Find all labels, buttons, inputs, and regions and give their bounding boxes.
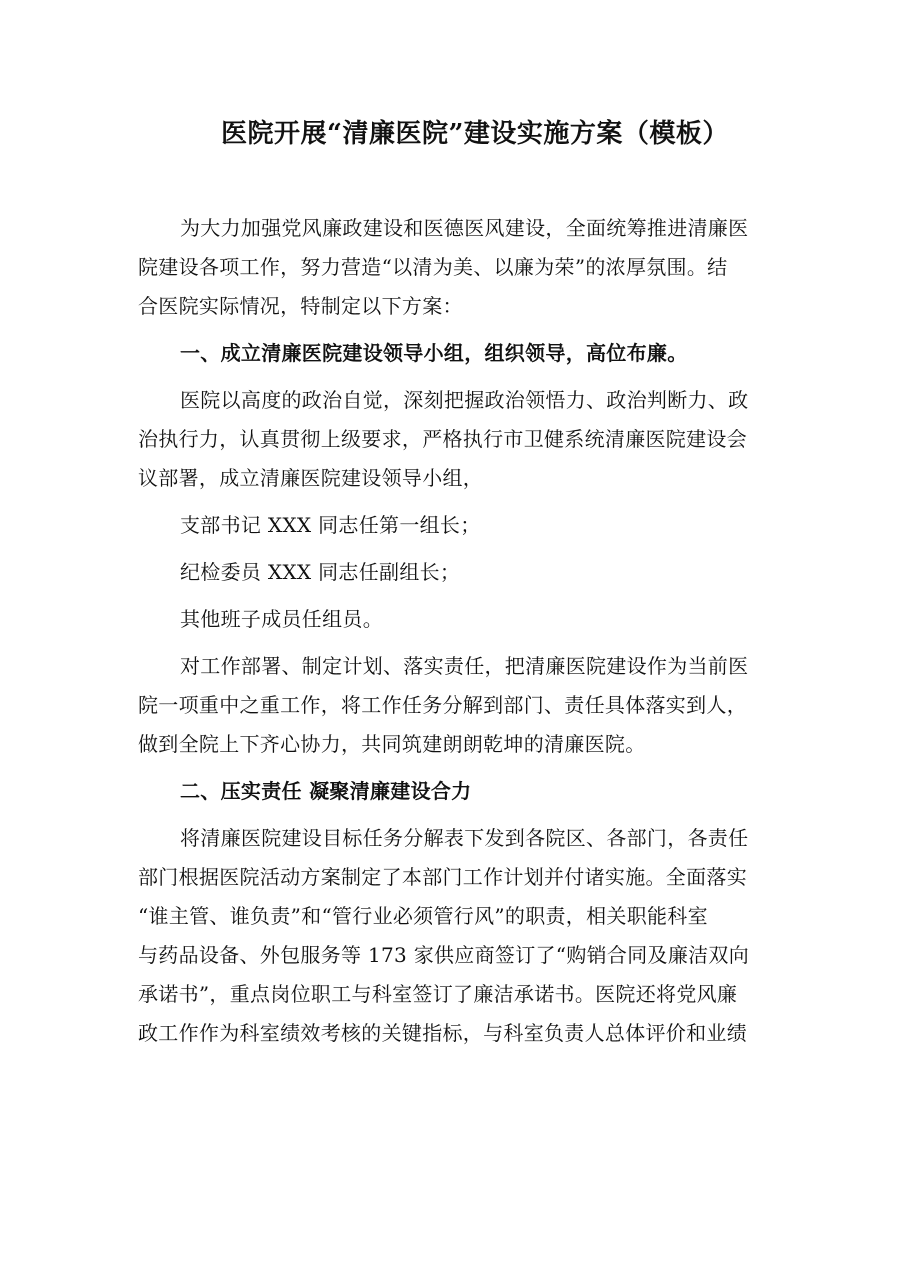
member-line-3: 其他班子成员任组员。 xyxy=(180,607,383,631)
paragraph-responsibility xyxy=(138,647,788,764)
text-line: 做到全院上下齐心协力，共同筑建朗朗乾坤的清廉医院。 xyxy=(138,732,646,756)
text-line: 合医院实际情况，特制定以下方案： xyxy=(138,294,463,318)
text-line: 医院以高度的政治自觉，深刻把握政治领悟力、政治判断力、政 xyxy=(180,388,749,412)
text-line: 承诺书”，重点岗位职工与科室签订了廉洁承诺书。医院还将党风廉 xyxy=(138,982,738,1006)
text-line: 政工作作为科室绩效考核的关键指标，与科室负责人总体评价和业绩 xyxy=(138,1021,747,1045)
text-line: 为大力加强党风廉政建设和医德医风建设，全面统筹推进清廉医 xyxy=(180,216,749,240)
text-line: 将清廉医院建设目标任务分解表下发到各院区、各部门，各责任 xyxy=(180,826,749,850)
section-heading-1: 一、成立清廉医院建设领导小组，组织领导，高位布廉。 xyxy=(180,341,688,365)
text-line: 院一项重中之重工作，将工作任务分解到部门、责任具体落实到人， xyxy=(138,693,747,717)
document-title: 医院开展“清廉医院”建设实施方案（模板） xyxy=(221,119,729,149)
section-heading-2: 二、压实责任 凝聚清廉建设合力 xyxy=(180,779,472,803)
paragraph-intro xyxy=(138,209,788,326)
text-line: 对工作部署、制定计划、落实责任，把清廉医院建设作为当前医 xyxy=(180,654,749,678)
text-line: 议部署，成立清廉医院建设领导小组， xyxy=(138,466,484,490)
paragraph-leadership xyxy=(138,381,788,498)
text-line: 治执行力，认真贯彻上级要求，严格执行市卫健系统清廉医院建设会 xyxy=(138,427,747,451)
member-line-1: 支部书记 XXX 同志任第一组长； xyxy=(180,513,481,537)
text-line: 与药品设备、外包服务等 173 家供应商签订了“购销合同及廉洁双向 xyxy=(138,943,750,967)
text-line: “谁主管、谁负责”和“管行业必须管行风”的职责，相关职能科室 xyxy=(138,904,708,928)
text-line: 部门根据医院活动方案制定了本部门工作计划并付诸实施。全面落实 xyxy=(138,865,747,889)
text-line: 院建设各项工作，努力营造“以清为美、以廉为荣”的浓厚氛围。结 xyxy=(138,255,728,279)
document-body xyxy=(138,209,788,1053)
member-line-2: 纪检委员 XXX 同志任副组长； xyxy=(180,560,461,584)
paragraph-tasks xyxy=(138,819,788,1053)
